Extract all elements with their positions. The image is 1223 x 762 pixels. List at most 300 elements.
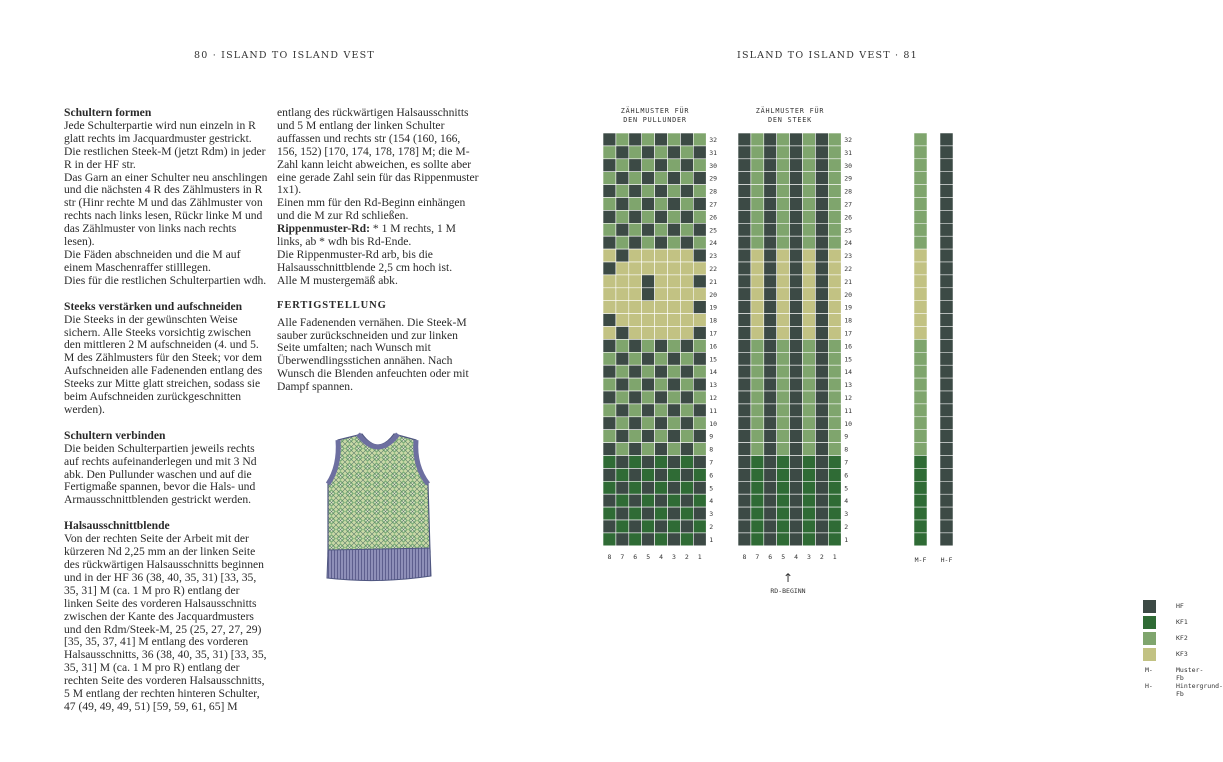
steek-chart-cell: [790, 249, 803, 262]
pullunder-chart-cell: [629, 159, 642, 172]
pullunder-chart-cell: [603, 494, 616, 507]
steek-chart-cell: [777, 481, 790, 494]
steek-chart-cell: [790, 443, 803, 456]
pullunder-chart-cell: [693, 533, 706, 546]
steek-chart-cell: [828, 275, 841, 288]
steek-chart-cell: [777, 378, 790, 391]
steek-chart-cell: [764, 172, 777, 185]
pullunder-chart-cell: [616, 210, 629, 223]
steek-chart-cell: [790, 481, 803, 494]
pullunder-chart-cell: [693, 404, 706, 417]
pullunder-chart-cell: [642, 327, 655, 340]
steek-chart-cell: [803, 185, 816, 198]
steek-chart-cell: [815, 481, 828, 494]
pullunder-chart-cell: [680, 262, 693, 275]
legend-label: Hintergrund-Fb: [1176, 682, 1223, 698]
steek-chart-cell: [790, 533, 803, 546]
row-number-label: 19: [844, 303, 853, 312]
row-number-label: 10: [844, 419, 853, 428]
pullunder-chart-cell: [642, 507, 655, 520]
pullunder-chart-cell: [629, 275, 642, 288]
steek-chart-cell: [828, 146, 841, 159]
paragraph: Dies für die restlichen Schulterpartien wdh.: [64, 273, 267, 287]
pullunder-chart-cell: [668, 210, 681, 223]
pullunder-chart-cell: [655, 520, 668, 533]
hf-strip-cell: [940, 378, 953, 391]
steek-chart-cell: [828, 172, 841, 185]
pullunder-chart-cell: [693, 507, 706, 520]
text-column-1: [64, 107, 269, 714]
steek-chart-cell: [764, 468, 777, 481]
steek-chart-cell: [790, 352, 803, 365]
paragraph: Alle Fadenenden vernähen. Die Steek-M sauber zurückschneiden und zur linken Seite umfalten; nach Wunsch mit Überwendlingsstichen annähen. Nach Wunsch die Blenden anfeuchten oder mit Dampf spannen.: [277, 315, 469, 394]
pullunder-chart-cell: [642, 146, 655, 159]
steek-chart-cell: [803, 378, 816, 391]
pullunder-chart-cell: [668, 352, 681, 365]
pullunder-chart-cell: [642, 301, 655, 314]
pullunder-chart-cell: [668, 456, 681, 469]
pullunder-chart-cell: [668, 288, 681, 301]
pullunder-chart-cell: [655, 223, 668, 236]
row-number-label: 13: [844, 381, 853, 390]
paragraph: Die Steeks in der gewünschten Weise sichern. Alle Steeks vorsichtig zwischen den mittleren 2 M aufschneiden (4. und 5. M des Zählmusters für den Steek; vor dem Aufschneiden alle Fadenenden entlang des Steeks zur Mitte glatt streichen, sodass sie beim Aufschneiden zurückgeschnitten werden).: [64, 312, 263, 416]
pullunder-chart-cell: [616, 339, 629, 352]
steek-chart-cell: [751, 314, 764, 327]
steek-chart-cell: [751, 249, 764, 262]
pullunder-chart-cell: [693, 301, 706, 314]
pullunder-chart-cell: [629, 417, 642, 430]
pullunder-chart-cell: [616, 198, 629, 211]
pullunder-chart-cell: [642, 443, 655, 456]
row-number-label: 6: [709, 471, 714, 480]
paragraph: Von der rechten Seite der Arbeit mit der kürzeren Nd 2,25 mm an der linken Seite des rückwärtigen Halsausschnitts beginnen und in der HF 36 (38, 40, 35, 31) [33, 35, 35, 31] M (ca. 1 M pro R) entlang der linken Seite des vorderen Halsausschnitts zwischen der Kante des Jacquardmusters und den Rdm/Steek-M, 25 (25, 27, 27, 29) [35, 35, 37, 41] M entlang des vorderen Halsausschnitts, 36 (38, 40, 35, 31) [33, 35, 35, 31] M (ca. 1 M pro R) entlang der rechten Seite des vorderen Halsausschnitts, 5 M entlang der rechten hinteren Schulter, 47 (49, 49, 49, 51) [59, 59, 61, 65] M: [64, 532, 267, 713]
pullunder-chart-cell: [680, 288, 693, 301]
steek-chart-cell: [777, 507, 790, 520]
pullunder-chart-cell: [603, 314, 616, 327]
pullunder-chart-cell: [680, 159, 693, 172]
row-number-label: 15: [844, 355, 853, 364]
hf-strip-cell: [940, 481, 953, 494]
pullunder-chart-cell: [668, 198, 681, 211]
mf-strip-cell: [914, 520, 927, 533]
steek-chart-cell: [828, 314, 841, 327]
steek-chart-cell: [751, 481, 764, 494]
steek-chart-cell: [777, 327, 790, 340]
steek-chart-cell: [828, 533, 841, 546]
pullunder-chart-cell: [642, 288, 655, 301]
row-number-label: 29: [844, 174, 853, 183]
pullunder-chart-cell: [629, 494, 642, 507]
pullunder-chart-cell: [693, 133, 706, 146]
pullunder-chart-cell: [655, 494, 668, 507]
col-number-label: 6: [768, 552, 773, 561]
mf-strip-cell: [914, 249, 927, 262]
pullunder-chart-cell: [603, 275, 616, 288]
steek-chart-cell: [790, 456, 803, 469]
steek-chart-cell: [790, 314, 803, 327]
steek-chart-cell: [751, 301, 764, 314]
steek-chart-cell: [803, 262, 816, 275]
pullunder-chart-cell: [668, 146, 681, 159]
row-number-label: 21: [709, 277, 718, 286]
hf-strip-cell: [940, 391, 953, 404]
steek-chart-cell: [738, 468, 751, 481]
pullunder-chart-cell: [693, 146, 706, 159]
mf-strip-cell: [914, 391, 927, 404]
steek-chart-cell: [828, 339, 841, 352]
mf-strip-cell: [914, 481, 927, 494]
pullunder-chart-cell: [629, 507, 642, 520]
col-number-label: 7: [620, 552, 625, 561]
pullunder-chart-cell: [629, 249, 642, 262]
steek-chart-cell: [790, 223, 803, 236]
hf-strip-cell: [940, 159, 953, 172]
steek-chart-cell: [738, 339, 751, 352]
steek-chart-cell: [803, 391, 816, 404]
steek-chart-cell: [777, 223, 790, 236]
mf-strip-cell: [914, 494, 927, 507]
pullunder-chart-cell: [616, 507, 629, 520]
steek-chart-cell: [815, 198, 828, 211]
legend-swatch-hf: [1143, 600, 1156, 613]
pullunder-chart-cell: [629, 185, 642, 198]
steek-chart-cell: [751, 172, 764, 185]
pullunder-chart-cell: [680, 198, 693, 211]
row-number-label: 20: [709, 290, 718, 299]
mf-strip-cell: [914, 533, 927, 546]
row-number-label: 11: [844, 406, 853, 415]
pullunder-chart-cell: [616, 378, 629, 391]
steek-chart-cell: [803, 223, 816, 236]
hf-strip-cell: [940, 301, 953, 314]
pullunder-chart-cell: [603, 301, 616, 314]
pullunder-chart-cell: [693, 249, 706, 262]
pullunder-chart-cell: [693, 210, 706, 223]
steek-chart-cell: [828, 430, 841, 443]
paragraph: Alle M mustergemäß abk.: [277, 273, 398, 287]
steek-chart-cell: [738, 301, 751, 314]
pullunder-chart-cell: [680, 223, 693, 236]
steek-chart-cell: [828, 378, 841, 391]
steek-chart-cell: [738, 288, 751, 301]
steek-chart-cell: [751, 533, 764, 546]
row-number-label: 8: [844, 445, 849, 454]
pullunder-chart-cell: [680, 352, 693, 365]
steek-chart-cell: [790, 210, 803, 223]
steek-chart-cell: [815, 507, 828, 520]
steek-chart-cell: [751, 262, 764, 275]
pullunder-chart-cell: [603, 133, 616, 146]
steek-chart-cell: [751, 456, 764, 469]
steek-chart-cell: [790, 365, 803, 378]
hf-strip-cell: [940, 314, 953, 327]
pullunder-chart-cell: [655, 365, 668, 378]
pullunder-chart-cell: [603, 185, 616, 198]
steek-chart-cell: [764, 249, 777, 262]
steek-chart-cell: [790, 417, 803, 430]
pullunder-chart-cell: [668, 249, 681, 262]
hf-strip-cell: [940, 468, 953, 481]
pullunder-chart-cell: [655, 262, 668, 275]
row-number-label: 31: [844, 148, 853, 157]
pullunder-chart-cell: [680, 249, 693, 262]
row-number-label: 7: [709, 458, 714, 467]
pullunder-chart-cell: [680, 301, 693, 314]
row-number-label: 26: [709, 213, 718, 222]
row-number-label: 30: [709, 161, 718, 170]
steek-chart-cell: [777, 301, 790, 314]
pullunder-chart-cell: [680, 327, 693, 340]
steek-chart-cell: [828, 249, 841, 262]
row-number-label: 28: [844, 187, 853, 196]
steek-chart-cell: [764, 133, 777, 146]
steek-chart-cell: [777, 172, 790, 185]
col-number-label: 8: [742, 552, 747, 561]
pullunder-chart-cell: [616, 249, 629, 262]
steek-chart-cell: [751, 236, 764, 249]
steek-chart-cell: [815, 327, 828, 340]
running-head-left: 80 · ISLAND TO ISLAND VEST: [194, 50, 375, 61]
steek-chart-cell: [815, 314, 828, 327]
pullunder-chart-cell: [603, 198, 616, 211]
pullunder-chart-cell: [642, 198, 655, 211]
steek-chart-cell: [738, 236, 751, 249]
pullunder-chart-cell: [642, 533, 655, 546]
pullunder-chart-cell: [693, 391, 706, 404]
steek-chart-cell: [828, 520, 841, 533]
hf-strip-cell: [940, 249, 953, 262]
hf-strip-cell: [940, 520, 953, 533]
hf-strip-cell: [940, 185, 953, 198]
pullunder-chart-cell: [668, 520, 681, 533]
chart-title-line: DEN PULLUNDER: [623, 116, 687, 124]
rd-beginn-label: RD-BEGINN: [770, 586, 806, 595]
pullunder-chart-cell: [616, 443, 629, 456]
steek-chart-cell: [777, 456, 790, 469]
steek-chart-cell: [777, 365, 790, 378]
pullunder-chart-cell: [616, 456, 629, 469]
pullunder-chart-cell: [616, 481, 629, 494]
row-number-label: 22: [844, 265, 853, 273]
pullunder-chart-cell: [629, 378, 642, 391]
pullunder-chart-cell: [603, 391, 616, 404]
hf-strip-cell: [940, 456, 953, 469]
pullunder-chart-cell: [629, 210, 642, 223]
steek-chart-cell: [764, 301, 777, 314]
pullunder-chart-cell: [693, 456, 706, 469]
pullunder-chart-cell: [668, 430, 681, 443]
steek-chart-cell: [777, 352, 790, 365]
row-number-label: 8: [709, 445, 714, 454]
row-number-label: 29: [709, 174, 718, 183]
pullunder-chart-cell: [629, 365, 642, 378]
pullunder-chart-cell: [693, 494, 706, 507]
pullunder-chart-cell: [642, 352, 655, 365]
steek-chart-cell: [777, 533, 790, 546]
pullunder-chart-cell: [680, 210, 693, 223]
steek-chart-cell: [815, 443, 828, 456]
steek-chart-cell: [738, 133, 751, 146]
row-number-label: 1: [844, 535, 849, 544]
steek-chart-cell: [828, 352, 841, 365]
pullunder-chart-cell: [668, 494, 681, 507]
steek-chart-cell: [738, 159, 751, 172]
pullunder-chart-cell: [642, 159, 655, 172]
hf-strip-cell: [940, 198, 953, 211]
paragraph: entlang des rückwärtigen Halsausschnitts und 5 M entlang der linken Schulter auffassen und rechts str (154 (160, 166, 156, 152) [170, 174, 178, 178] M; die M-Zahl kann leicht abweichen, es sollte aber eine gerade Zahl sein für das Rippenmuster 1x1).: [277, 106, 479, 197]
steek-chart-cell: [777, 391, 790, 404]
steek-chart-cell: [777, 494, 790, 507]
pullunder-chart-cell: [629, 223, 642, 236]
row-number-label: 12: [844, 394, 853, 402]
steek-chart-cell: [764, 288, 777, 301]
steek-chart-cell: [777, 417, 790, 430]
steek-chart-cell: [764, 404, 777, 417]
steek-chart-cell: [815, 391, 828, 404]
mf-strip-cell: [914, 301, 927, 314]
pullunder-chart-cell: [616, 430, 629, 443]
hf-strip-cell: [940, 327, 953, 340]
pullunder-chart-cell: [603, 288, 616, 301]
steek-chart-cell: [803, 275, 816, 288]
pullunder-chart-cell: [680, 236, 693, 249]
steek-chart-cell: [777, 262, 790, 275]
pullunder-chart-cell: [629, 339, 642, 352]
pullunder-chart-cell: [655, 275, 668, 288]
paragraph: Das Garn an einer Schulter neu anschlingen und die nächsten 4 R des Zählmusters in R str (Hinr rechte M und das Zählmuster von rechts nach links lesen, Rückr linke M und das Zählmuster von links nach rechts lesen).: [64, 170, 268, 249]
steek-chart-cell: [803, 443, 816, 456]
steek-chart-cell: [777, 443, 790, 456]
steek-chart-cell: [751, 288, 764, 301]
pullunder-chart-cell: [642, 223, 655, 236]
col-number-label: 5: [781, 552, 786, 561]
pullunder-chart-cell: [668, 443, 681, 456]
steek-chart-cell: [815, 249, 828, 262]
steek-chart-cell: [764, 210, 777, 223]
steek-chart-cell: [815, 494, 828, 507]
row-number-label: 18: [709, 316, 718, 325]
steek-chart-cell: [777, 314, 790, 327]
mf-strip-cell: [914, 236, 927, 249]
pullunder-chart-cell: [680, 494, 693, 507]
row-number-label: 7: [844, 458, 849, 467]
steek-chart-cell: [803, 301, 816, 314]
mf-strip-cell: [914, 275, 927, 288]
steek-chart-cell: [751, 146, 764, 159]
col-number-label: 4: [794, 552, 799, 561]
pullunder-chart-cell: [668, 314, 681, 327]
pullunder-chart-cell: [603, 417, 616, 430]
pullunder-chart-cell: [642, 236, 655, 249]
steek-chart-cell: [803, 314, 816, 327]
mf-strip-cell: [914, 133, 927, 146]
steek-chart-cell: [738, 430, 751, 443]
row-number-label: 27: [709, 200, 718, 209]
row-number-label: 6: [844, 471, 849, 480]
steek-chart-cell: [751, 365, 764, 378]
pullunder-chart-cell: [642, 210, 655, 223]
steek-chart-cell: [764, 185, 777, 198]
pullunder-chart-cell: [680, 533, 693, 546]
pullunder-chart-cell: [680, 172, 693, 185]
pullunder-chart-cell: [655, 481, 668, 494]
pullunder-chart-cell: [629, 430, 642, 443]
row-number-label: 24: [844, 239, 853, 248]
pullunder-chart-cell: [655, 404, 668, 417]
row-number-label: 17: [844, 329, 853, 338]
legend-label: Muster-Fb: [1176, 666, 1204, 682]
pullunder-chart-cell: [693, 468, 706, 481]
hf-strip-cell: [940, 339, 953, 352]
pullunder-chart-cell: [693, 185, 706, 198]
pullunder-chart-cell: [616, 494, 629, 507]
heading-fertigstellung: FERTIGSTELLUNG: [277, 299, 387, 311]
pullunder-chart-cell: [693, 236, 706, 249]
mf-strip-cell: [914, 185, 927, 198]
pullunder-chart-cell: [629, 404, 642, 417]
pullunder-chart-cell: [680, 456, 693, 469]
steek-chart-cell: [751, 443, 764, 456]
hf-strip-cell: [940, 404, 953, 417]
steek-chart-cell: [803, 159, 816, 172]
legend-label: KF1: [1176, 618, 1188, 626]
pullunder-chart-cell: [655, 327, 668, 340]
steek-chart-cell: [777, 159, 790, 172]
legend-label: KF2: [1176, 634, 1188, 642]
steek-chart-cell: [815, 352, 828, 365]
pullunder-chart-cell: [603, 404, 616, 417]
steek-chart-cell: [815, 301, 828, 314]
steek-chart-cell: [815, 520, 828, 533]
hf-strip-cell: [940, 417, 953, 430]
steek-chart-cell: [790, 494, 803, 507]
steek-chart-cell: [803, 417, 816, 430]
pullunder-chart-cell: [616, 159, 629, 172]
pullunder-chart-cell: [655, 378, 668, 391]
row-number-label: 25: [709, 226, 718, 235]
pullunder-chart-cell: [642, 520, 655, 533]
row-number-label: 26: [844, 213, 853, 222]
hf-strip-cell: [940, 365, 953, 378]
pullunder-chart-cell: [655, 133, 668, 146]
row-number-label: 10: [709, 419, 718, 428]
steek-chart-cell: [828, 223, 841, 236]
row-number-label: 9: [844, 432, 849, 441]
steek-chart-cell: [790, 507, 803, 520]
chart-title-line: DEN STEEK: [767, 116, 813, 124]
mf-strip-cell: [914, 417, 927, 430]
pullunder-chart-cell: [629, 352, 642, 365]
pullunder-chart-cell: [603, 520, 616, 533]
steek-chart-cell: [815, 468, 828, 481]
steek-chart-cell: [738, 223, 751, 236]
pullunder-chart-cell: [603, 481, 616, 494]
steek-chart-cell: [828, 468, 841, 481]
rib-lead: Rippenmuster-Rd:: [277, 222, 370, 236]
col-number-label: 6: [633, 552, 638, 561]
steek-chart-cell: [803, 146, 816, 159]
row-number-label: 28: [709, 187, 718, 196]
mf-strip-cell: [914, 210, 927, 223]
pullunder-chart-cell: [603, 249, 616, 262]
row-number-label: 9: [709, 432, 714, 441]
row-number-label: 5: [844, 484, 849, 493]
row-number-label: 3: [709, 510, 714, 519]
steek-chart-cell: [764, 520, 777, 533]
steek-chart-cell: [764, 456, 777, 469]
steek-chart-cell: [828, 456, 841, 469]
hf-strip-cell: [940, 507, 953, 520]
